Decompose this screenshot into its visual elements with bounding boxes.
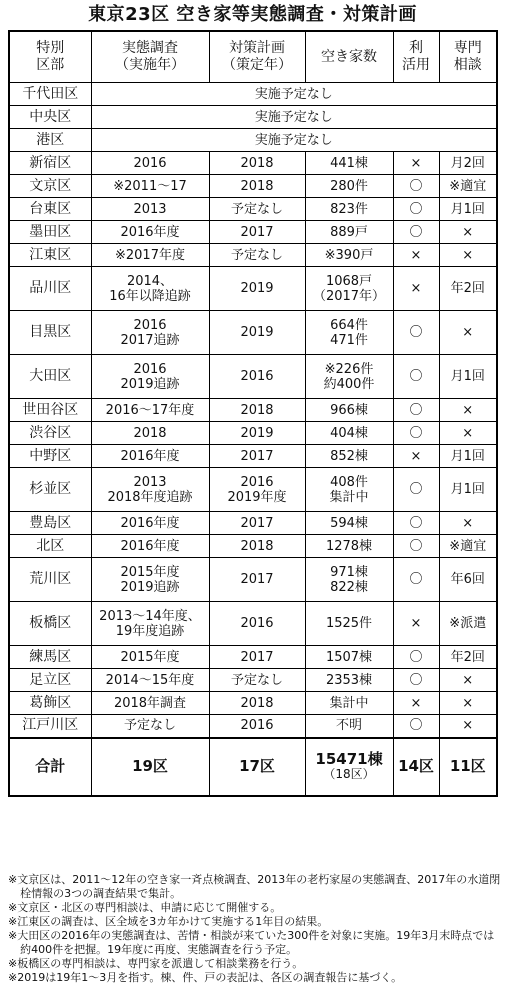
ward-name: 台東区	[9, 198, 91, 221]
use-cell: 〇	[393, 311, 439, 355]
survey-cell: 2016年度	[91, 221, 209, 244]
table-row	[9, 129, 497, 152]
vacant-house-table	[8, 30, 498, 797]
plan-cell: 2018	[209, 152, 305, 175]
header-plan: 対策計画 （策定年）	[209, 31, 305, 83]
ward-name: 北区	[9, 535, 91, 558]
use-cell: 〇	[393, 646, 439, 669]
plan-cell: 2018	[209, 692, 305, 715]
ward-name: 品川区	[9, 267, 91, 311]
plan-cell: 予定なし	[209, 669, 305, 692]
consult-cell: ×	[439, 422, 497, 445]
ward-name: 豊島区	[9, 512, 91, 535]
survey-cell: 2014～15年度	[91, 669, 209, 692]
survey-cell: 2016年度	[91, 535, 209, 558]
ward-name: 港区	[9, 129, 91, 152]
table-row	[9, 558, 497, 602]
consult-cell: 月1回	[439, 198, 497, 221]
ward-name: 葛飾区	[9, 692, 91, 715]
table-row	[9, 311, 497, 355]
footnote: ※文京区・北区の専門相談は、申請に応じて開催する。	[8, 901, 282, 914]
survey-cell: 2018	[91, 422, 209, 445]
survey-cell: 2016	[91, 152, 209, 175]
survey-cell: 2015年度	[91, 646, 209, 669]
plan-cell: 2019	[209, 267, 305, 311]
consult-cell: ×	[439, 692, 497, 715]
use-cell: 〇	[393, 535, 439, 558]
plan-cell: 2017	[209, 558, 305, 602]
survey-cell: 2015年度 2019追跡	[91, 558, 209, 602]
header-survey: 実態調査 （実施年）	[91, 31, 209, 83]
use-cell: ×	[393, 692, 439, 715]
consult-cell: ×	[439, 244, 497, 267]
footnotes	[8, 873, 502, 985]
footnote: ※江東区の調査は、区全域を3カ年かけて実施する1年目の結果。	[8, 915, 329, 928]
use-cell: 〇	[393, 175, 439, 198]
survey-cell: 2013 2018年度追跡	[91, 468, 209, 512]
vacant-cell: 不明	[305, 715, 393, 738]
vacant-cell: 1068戸 （2017年）	[305, 267, 393, 311]
table-row	[9, 221, 497, 244]
survey-cell: 2013～14年度、 19年度追跡	[91, 602, 209, 646]
footnote: ※文京区は、2011～12年の空き家一斉点検調査、2013年の老朽家屋の実態調査、2017年の水道閉栓情報の3つの調査結果で集計。	[8, 873, 501, 900]
vacant-cell: 404棟	[305, 422, 393, 445]
survey-cell: 2016～17年度	[91, 399, 209, 422]
vacant-cell: 408件 集計中	[305, 468, 393, 512]
plan-cell: 予定なし	[209, 198, 305, 221]
consult-cell: 月1回	[439, 445, 497, 468]
table-row	[9, 602, 497, 646]
use-cell: 〇	[393, 558, 439, 602]
table-row	[9, 715, 497, 738]
ward-name: 江戸川区	[9, 715, 91, 738]
ward-name: 世田谷区	[9, 399, 91, 422]
vacant-cell: 852棟	[305, 445, 393, 468]
table-body	[9, 83, 497, 738]
survey-cell: 2014、 16年以降追跡	[91, 267, 209, 311]
ward-name: 大田区	[9, 355, 91, 399]
vacant-cell: 280件	[305, 175, 393, 198]
table-row	[9, 399, 497, 422]
plan-cell: 2016 2019年度	[209, 468, 305, 512]
ward-name: 渋谷区	[9, 422, 91, 445]
plan-cell: 予定なし	[209, 244, 305, 267]
use-cell: ×	[393, 152, 439, 175]
table-row	[9, 244, 497, 267]
total-survey: 19区	[91, 738, 209, 796]
header-row	[9, 31, 497, 83]
table-row	[9, 646, 497, 669]
consult-cell: 月1回	[439, 355, 497, 399]
ward-name: 中野区	[9, 445, 91, 468]
vacant-cell: 2353棟	[305, 669, 393, 692]
vacant-cell: 971棟 822棟	[305, 558, 393, 602]
vacant-cell: 823件	[305, 198, 393, 221]
table-row	[9, 175, 497, 198]
total-row	[9, 738, 497, 796]
vacant-cell: ※226件 約400件	[305, 355, 393, 399]
vacant-cell: 1278棟	[305, 535, 393, 558]
use-cell: 〇	[393, 221, 439, 244]
ward-name: 千代田区	[9, 83, 91, 106]
consult-cell: 年2回	[439, 267, 497, 311]
consult-cell: 月2回	[439, 152, 497, 175]
use-cell: 〇	[393, 512, 439, 535]
header-ward: 特別 区部	[9, 31, 91, 83]
plan-cell: 2016	[209, 355, 305, 399]
table-row	[9, 152, 497, 175]
table-row	[9, 198, 497, 221]
survey-cell: 2018年調査	[91, 692, 209, 715]
survey-cell: 2016年度	[91, 445, 209, 468]
use-cell: 〇	[393, 422, 439, 445]
vacant-cell: ※390戸	[305, 244, 393, 267]
merged-status: 実施予定なし	[91, 129, 497, 152]
footnote: ※板橋区の専門相談は、専門家を派遣して相談業務を行う。	[8, 957, 304, 970]
plan-cell: 2019	[209, 422, 305, 445]
use-cell: ×	[393, 445, 439, 468]
survey-cell: ※2017年度	[91, 244, 209, 267]
header-use: 利 活用	[393, 31, 439, 83]
plan-cell: 2018	[209, 399, 305, 422]
plan-cell: 2019	[209, 311, 305, 355]
table-row	[9, 267, 497, 311]
header-vacant: 空き家数	[305, 31, 393, 83]
survey-cell: ※2011～17	[91, 175, 209, 198]
plan-cell: 2017	[209, 221, 305, 244]
vacant-cell: 441棟	[305, 152, 393, 175]
use-cell: 〇	[393, 468, 439, 512]
consult-cell: ×	[439, 221, 497, 244]
ward-name: 杉並区	[9, 468, 91, 512]
header-consult: 専門 相談	[439, 31, 497, 83]
table-row	[9, 355, 497, 399]
ward-name: 荒川区	[9, 558, 91, 602]
use-cell: 〇	[393, 715, 439, 738]
page-title: 東京23区 空き家等実態調査・対策計画	[88, 4, 417, 25]
table-row	[9, 669, 497, 692]
vacant-cell: 1507棟	[305, 646, 393, 669]
use-cell: 〇	[393, 669, 439, 692]
survey-cell: 2016 2017追跡	[91, 311, 209, 355]
vacant-cell: 664件 471件	[305, 311, 393, 355]
plan-cell: 2018	[209, 535, 305, 558]
ward-name: 練馬区	[9, 646, 91, 669]
footnote: ※2019は19年1～3月を指す。棟、件、戸の表記は、各区の調査報告に基づく。	[8, 971, 403, 984]
plan-cell: 2017	[209, 646, 305, 669]
survey-cell: 予定なし	[91, 715, 209, 738]
table-row	[9, 83, 497, 106]
plan-cell: 2017	[209, 445, 305, 468]
ward-name: 目黒区	[9, 311, 91, 355]
table-row	[9, 468, 497, 512]
table-row	[9, 422, 497, 445]
survey-cell: 2016年度	[91, 512, 209, 535]
table-row	[9, 535, 497, 558]
total-consult: 11区	[439, 738, 497, 796]
footnote: ※大田区の2016年の実態調査は、苦情・相談が来ていた300件を対象に実施。19年3月末時点では約400件を把握。19年度に再度、実態調査を行う予定。	[8, 929, 495, 956]
consult-cell: ×	[439, 512, 497, 535]
use-cell: 〇	[393, 198, 439, 221]
consult-cell: 年6回	[439, 558, 497, 602]
vacant-cell: 966棟	[305, 399, 393, 422]
consult-cell: ※派遣	[439, 602, 497, 646]
plan-cell: 2018	[209, 175, 305, 198]
vacant-cell: 594棟	[305, 512, 393, 535]
use-cell: ×	[393, 267, 439, 311]
ward-name: 板橋区	[9, 602, 91, 646]
consult-cell: ×	[439, 715, 497, 738]
ward-name: 墨田区	[9, 221, 91, 244]
total-vacant: 15471棟 （18区）	[305, 738, 393, 796]
total-vacant-sub: （18区）	[323, 766, 375, 781]
table-row	[9, 512, 497, 535]
consult-cell: ×	[439, 311, 497, 355]
consult-cell: ×	[439, 399, 497, 422]
use-cell: 〇	[393, 399, 439, 422]
plan-cell: 2017	[209, 512, 305, 535]
consult-cell: ※適宜	[439, 535, 497, 558]
consult-cell: 年2回	[439, 646, 497, 669]
table-row	[9, 445, 497, 468]
table-row	[9, 106, 497, 129]
ward-name: 中央区	[9, 106, 91, 129]
vacant-cell: 1525件	[305, 602, 393, 646]
use-cell: ×	[393, 602, 439, 646]
ward-name: 文京区	[9, 175, 91, 198]
plan-cell: 2016	[209, 715, 305, 738]
merged-status: 実施予定なし	[91, 106, 497, 129]
vacant-cell: 集計中	[305, 692, 393, 715]
survey-cell: 2013	[91, 198, 209, 221]
ward-name: 足立区	[9, 669, 91, 692]
total-plan: 17区	[209, 738, 305, 796]
vacant-cell: 889戸	[305, 221, 393, 244]
use-cell: ×	[393, 244, 439, 267]
survey-cell: 2016 2019追跡	[91, 355, 209, 399]
total-use: 14区	[393, 738, 439, 796]
merged-status: 実施予定なし	[91, 83, 497, 106]
consult-cell: ※適宜	[439, 175, 497, 198]
ward-name: 江東区	[9, 244, 91, 267]
consult-cell: 月1回	[439, 468, 497, 512]
total-label: 合計	[9, 738, 91, 796]
use-cell: 〇	[393, 355, 439, 399]
plan-cell: 2016	[209, 602, 305, 646]
consult-cell: ×	[439, 669, 497, 692]
ward-name: 新宿区	[9, 152, 91, 175]
table-row	[9, 692, 497, 715]
